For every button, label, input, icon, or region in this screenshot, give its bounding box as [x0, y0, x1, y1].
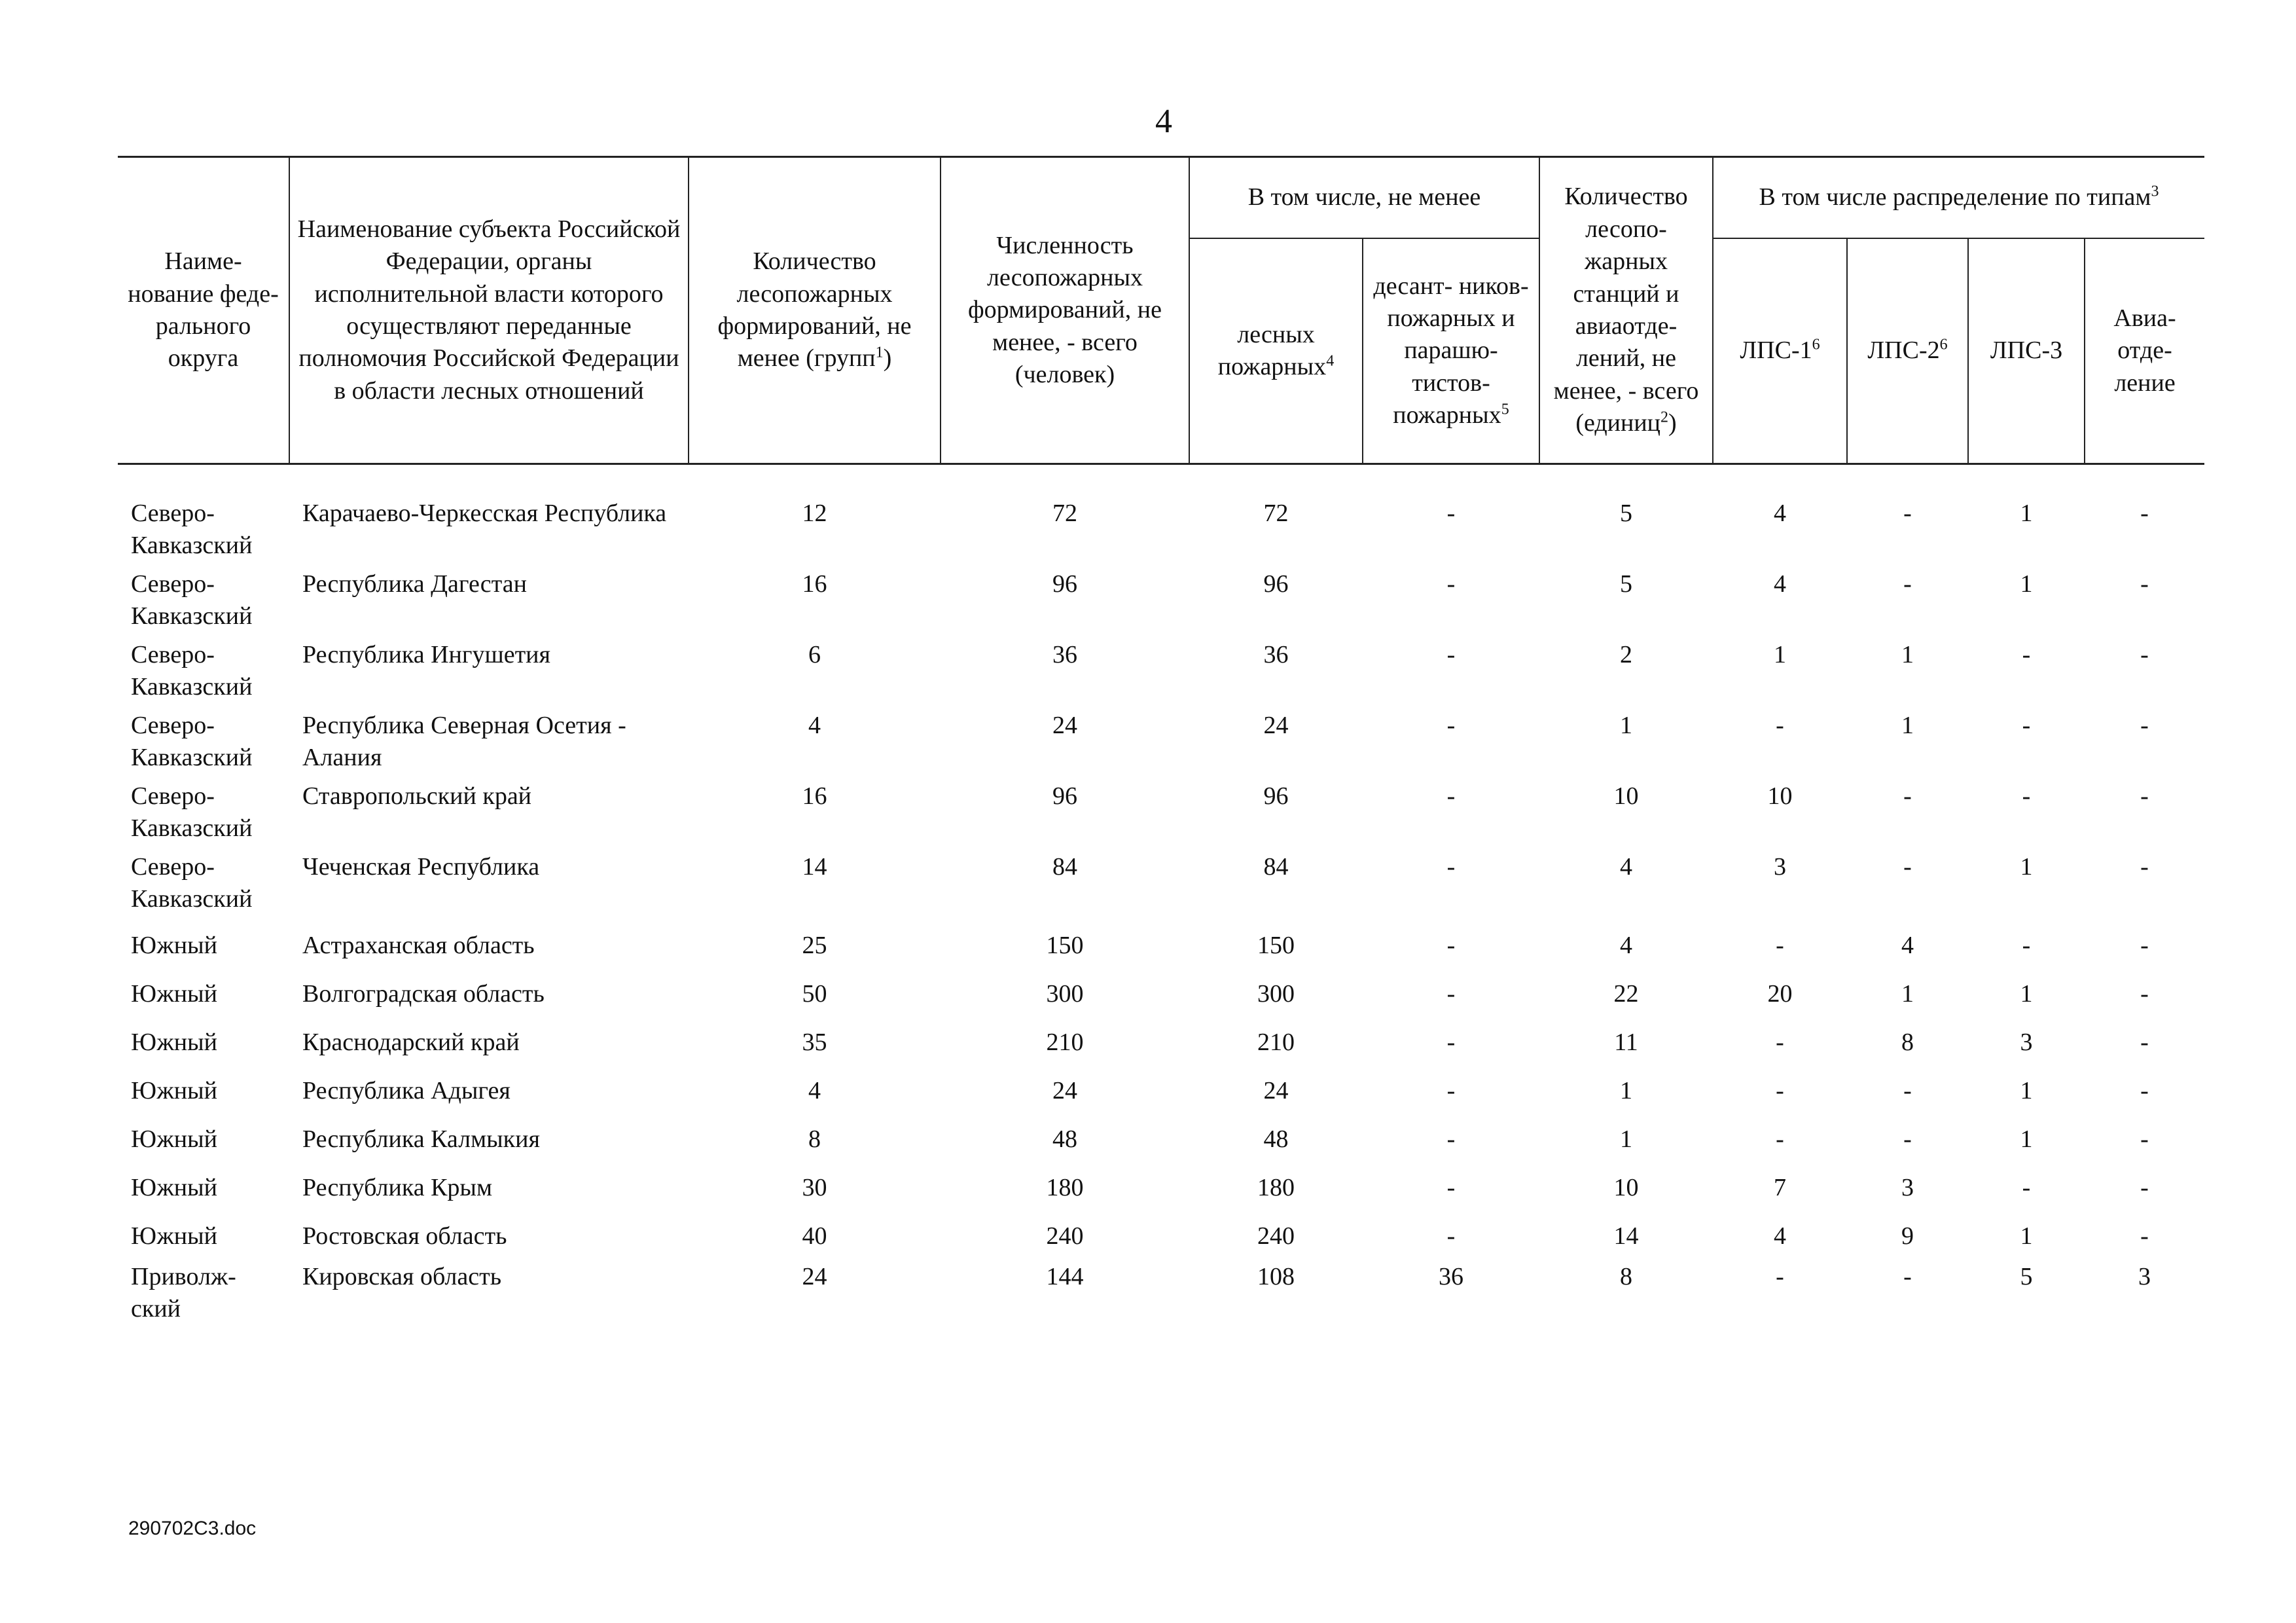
cell-people: 210: [1046, 1029, 1084, 1056]
cell-avia: -: [2140, 980, 2149, 1008]
cell-desant: -: [1446, 1174, 1456, 1201]
cell-subject: Кировская область: [302, 1263, 502, 1290]
cell-forest: 24: [1263, 1077, 1289, 1104]
cell-lps1: 3: [1774, 853, 1786, 881]
cell-okrug: Южный: [131, 980, 217, 1008]
cell-okrug: Южный: [131, 1077, 217, 1104]
cell-avia: -: [2140, 1077, 2149, 1104]
cell-lps3: 1: [2020, 1222, 2033, 1250]
cell-people: 24: [1052, 712, 1077, 739]
table-row: [118, 1163, 2204, 1211]
cell-desant: -: [1446, 570, 1456, 598]
cell-lps2: -: [1903, 782, 1912, 810]
table-row: [118, 1066, 2204, 1114]
cell-desant: -: [1446, 980, 1456, 1008]
cell-lps3: -: [2022, 932, 2031, 959]
cell-forest: 150: [1257, 932, 1295, 959]
cell-stations: 5: [1620, 500, 1632, 527]
table-row: [118, 1114, 2204, 1163]
cell-groups: 30: [802, 1174, 827, 1201]
cell-lps2: -: [1903, 853, 1912, 881]
cell-avia: -: [2140, 782, 2149, 810]
cell-groups: 24: [802, 1263, 827, 1290]
cell-avia: -: [2140, 932, 2149, 959]
cell-lps1: 7: [1774, 1174, 1786, 1201]
cell-subject: Республика Дагестан: [302, 570, 527, 598]
cell-people: 96: [1052, 782, 1077, 810]
cell-avia: -: [2140, 1222, 2149, 1250]
cell-stations: 22: [1613, 980, 1639, 1008]
cell-lps3: 5: [2020, 1263, 2033, 1290]
cell-lps1: 10: [1767, 782, 1793, 810]
cell-lps1: 1: [1774, 641, 1786, 668]
cell-lps1: -: [1776, 712, 1784, 739]
cell-stations: 8: [1620, 1263, 1632, 1290]
cell-subject: Астраханская область: [302, 932, 535, 959]
cell-avia: -: [2140, 500, 2149, 527]
cell-desant: -: [1446, 1222, 1456, 1250]
cell-people: 84: [1052, 853, 1077, 881]
cell-forest: 96: [1263, 570, 1289, 598]
cell-forest: 300: [1257, 980, 1295, 1008]
cell-people: 180: [1046, 1174, 1084, 1201]
cell-groups: 14: [802, 853, 827, 881]
cell-lps2: 1: [1901, 980, 1914, 1008]
cell-forest: 84: [1263, 853, 1289, 881]
cell-lps2: 8: [1901, 1029, 1914, 1056]
cell-forest: 48: [1263, 1125, 1289, 1153]
cell-lps3: -: [2022, 782, 2031, 810]
cell-groups: 4: [808, 1077, 821, 1104]
table-row: [118, 969, 2204, 1017]
cell-groups: 4: [808, 712, 821, 739]
cell-stations: 4: [1620, 853, 1632, 881]
cell-groups: 40: [802, 1222, 827, 1250]
cell-lps2: -: [1903, 1125, 1912, 1153]
cell-forest: 72: [1263, 500, 1289, 527]
cell-people: 300: [1046, 980, 1084, 1008]
header-group-incl: В том числе, не менее: [1189, 157, 1539, 239]
header-avia: Авиа- отде- ление: [2085, 238, 2204, 464]
cell-okrug: Южный: [131, 1222, 217, 1250]
cell-stations: 1: [1620, 712, 1632, 739]
cell-okrug: Приволж-ский: [131, 1263, 236, 1323]
table-row: [118, 779, 2204, 850]
cell-subject: Республика Ингушетия: [302, 641, 550, 668]
cell-desant: -: [1446, 712, 1456, 739]
cell-lps1: -: [1776, 1029, 1784, 1056]
cell-forest: 24: [1263, 712, 1289, 739]
cell-lps1: -: [1776, 1125, 1784, 1153]
cell-stations: 11: [1614, 1029, 1638, 1056]
cell-avia: -: [2140, 853, 2149, 881]
cell-stations: 1: [1620, 1077, 1632, 1104]
cell-groups: 16: [802, 782, 827, 810]
cell-people: 72: [1052, 500, 1077, 527]
cell-groups: 35: [802, 1029, 827, 1056]
cell-lps3: 1: [2020, 980, 2033, 1008]
cell-subject: Республика Крым: [302, 1174, 493, 1201]
cell-lps3: -: [2022, 1174, 2031, 1201]
cell-okrug: Северо-Кавказский: [131, 782, 253, 843]
cell-lps2: -: [1903, 500, 1912, 527]
cell-lps1: 4: [1774, 1222, 1786, 1250]
cell-lps3: 1: [2020, 570, 2033, 598]
cell-groups: 6: [808, 641, 821, 668]
cell-people: 240: [1046, 1222, 1084, 1250]
cell-people: 144: [1046, 1263, 1084, 1290]
header-stations: Количество лесопо- жарных станций и авиаотде- лений, не менее, - всего (единиц$^2$): [1539, 157, 1713, 464]
cell-stations: 2: [1620, 641, 1632, 668]
cell-lps2: 4: [1901, 932, 1914, 959]
cell-subject: Волгоградская область: [302, 980, 545, 1008]
cell-desant: -: [1446, 932, 1456, 959]
cell-desant: -: [1446, 782, 1456, 810]
cell-avia: -: [2140, 1174, 2149, 1201]
cell-okrug: Южный: [131, 1174, 217, 1201]
cell-people: 96: [1052, 570, 1077, 598]
cell-forest: 210: [1257, 1029, 1295, 1056]
cell-people: 24: [1052, 1077, 1077, 1104]
header-lps2: ЛПС-$2^6$: [1847, 238, 1968, 464]
table-row: [118, 921, 2204, 969]
cell-lps2: -: [1903, 570, 1912, 598]
cell-okrug: Северо-Кавказский: [131, 641, 253, 701]
cell-subject: Карачаево-Черкесская Республика: [302, 500, 667, 527]
cell-subject: Республика Северная Осетия - Алания: [302, 712, 626, 772]
cell-lps1: 4: [1774, 500, 1786, 527]
cell-forest: 96: [1263, 782, 1289, 810]
cell-groups: 8: [808, 1125, 821, 1153]
header-desant: десант- ников- пожарных и парашю- тистов- пожарных$^5$: [1363, 238, 1539, 464]
cell-lps3: -: [2022, 641, 2031, 668]
cell-lps3: 1: [2020, 1077, 2033, 1104]
cell-lps2: 1: [1901, 712, 1914, 739]
cell-okrug: Северо-Кавказский: [131, 570, 253, 630]
header-people: Численность лесопожарных формирований, не менее, - всего (человек): [941, 157, 1189, 464]
table-row: [118, 638, 2204, 708]
cell-lps2: -: [1903, 1077, 1912, 1104]
cell-lps1: 4: [1774, 570, 1786, 598]
cell-lps3: 1: [2020, 1125, 2033, 1153]
cell-okrug: Южный: [131, 1029, 217, 1056]
cell-desant: -: [1446, 1077, 1456, 1104]
cell-lps2: -: [1903, 1263, 1912, 1290]
cell-people: 48: [1052, 1125, 1077, 1153]
cell-subject: Краснодарский край: [302, 1029, 520, 1056]
cell-forest: 180: [1257, 1174, 1295, 1201]
cell-okrug: Северо-Кавказский: [131, 500, 253, 560]
cell-lps3: 1: [2020, 500, 2033, 527]
cell-forest: 240: [1257, 1222, 1295, 1250]
cell-stations: 5: [1620, 570, 1632, 598]
cell-lps2: 3: [1901, 1174, 1914, 1201]
cell-groups: 25: [802, 932, 827, 959]
table-row: [118, 1017, 2204, 1066]
cell-groups: 12: [802, 500, 827, 527]
cell-stations: 1: [1620, 1125, 1632, 1153]
table-row: [118, 1211, 2204, 1260]
cell-groups: 50: [802, 980, 827, 1008]
cell-avia: -: [2140, 570, 2149, 598]
header-group-types: В том числе распределение по типам$^3$: [1713, 157, 2204, 239]
cell-okrug: Северо-Кавказский: [131, 712, 253, 772]
footer-filename: 290702C3.doc: [128, 1518, 257, 1539]
cell-desant: -: [1446, 1029, 1456, 1056]
cell-lps2: 9: [1901, 1222, 1914, 1250]
header-lps1: ЛПС-$1^6$: [1713, 238, 1847, 464]
cell-desant: 36: [1439, 1263, 1463, 1290]
cell-desant: -: [1446, 500, 1456, 527]
forest-fire-formations-table: [118, 156, 2204, 1330]
cell-stations: 14: [1613, 1222, 1639, 1250]
table-row: [118, 464, 2204, 568]
cell-lps1: -: [1776, 1077, 1784, 1104]
cell-stations: 4: [1620, 932, 1632, 959]
cell-subject: Республика Адыгея: [302, 1077, 511, 1104]
cell-lps1: -: [1776, 932, 1784, 959]
cell-avia: -: [2140, 641, 2149, 668]
cell-lps3: -: [2022, 712, 2031, 739]
cell-forest: 108: [1257, 1263, 1295, 1290]
cell-stations: 10: [1613, 782, 1639, 810]
header-lps3: ЛПС-3: [1968, 238, 2085, 464]
table-row: [118, 708, 2204, 779]
cell-okrug: Северо-Кавказский: [131, 853, 253, 913]
cell-avia: -: [2140, 1029, 2149, 1056]
cell-avia: 3: [2138, 1263, 2151, 1290]
cell-desant: -: [1446, 1125, 1456, 1153]
header-forest: лесных пожарных$^4$: [1189, 238, 1363, 464]
header-subject: Наименование субъекта Российской Федерации, органы исполнительной власти которого осуществляют переданные полномочия Российской Федерации в области лесных отношений: [289, 157, 689, 464]
cell-forest: 36: [1263, 641, 1289, 668]
header-groups: Количество лесопожарных формирований, не менее (групп$^1$): [689, 157, 941, 464]
header-okrug: Наиме- нование феде- рального округа: [118, 157, 289, 464]
cell-okrug: Южный: [131, 1125, 217, 1153]
cell-people: 150: [1046, 932, 1084, 959]
cell-groups: 16: [802, 570, 827, 598]
page-number: 4: [1155, 103, 1172, 140]
cell-stations: 10: [1613, 1174, 1639, 1201]
table-row: [118, 1260, 2204, 1330]
cell-subject: Ростовская область: [302, 1222, 507, 1250]
cell-lps2: 1: [1901, 641, 1914, 668]
cell-avia: -: [2140, 712, 2149, 739]
cell-lps1: 20: [1767, 980, 1793, 1008]
table-row: [118, 567, 2204, 638]
cell-desant: -: [1446, 853, 1456, 881]
table-row: [118, 850, 2204, 921]
cell-okrug: Южный: [131, 932, 217, 959]
cell-people: 36: [1052, 641, 1077, 668]
cell-desant: -: [1446, 641, 1456, 668]
cell-lps3: 1: [2020, 853, 2033, 881]
cell-subject: Чеченская Республика: [302, 853, 540, 881]
cell-lps3: 3: [2020, 1029, 2033, 1056]
cell-subject: Ставропольский край: [302, 782, 532, 810]
cell-avia: -: [2140, 1125, 2149, 1153]
cell-lps1: -: [1776, 1263, 1784, 1290]
cell-subject: Республика Калмыкия: [302, 1125, 540, 1153]
